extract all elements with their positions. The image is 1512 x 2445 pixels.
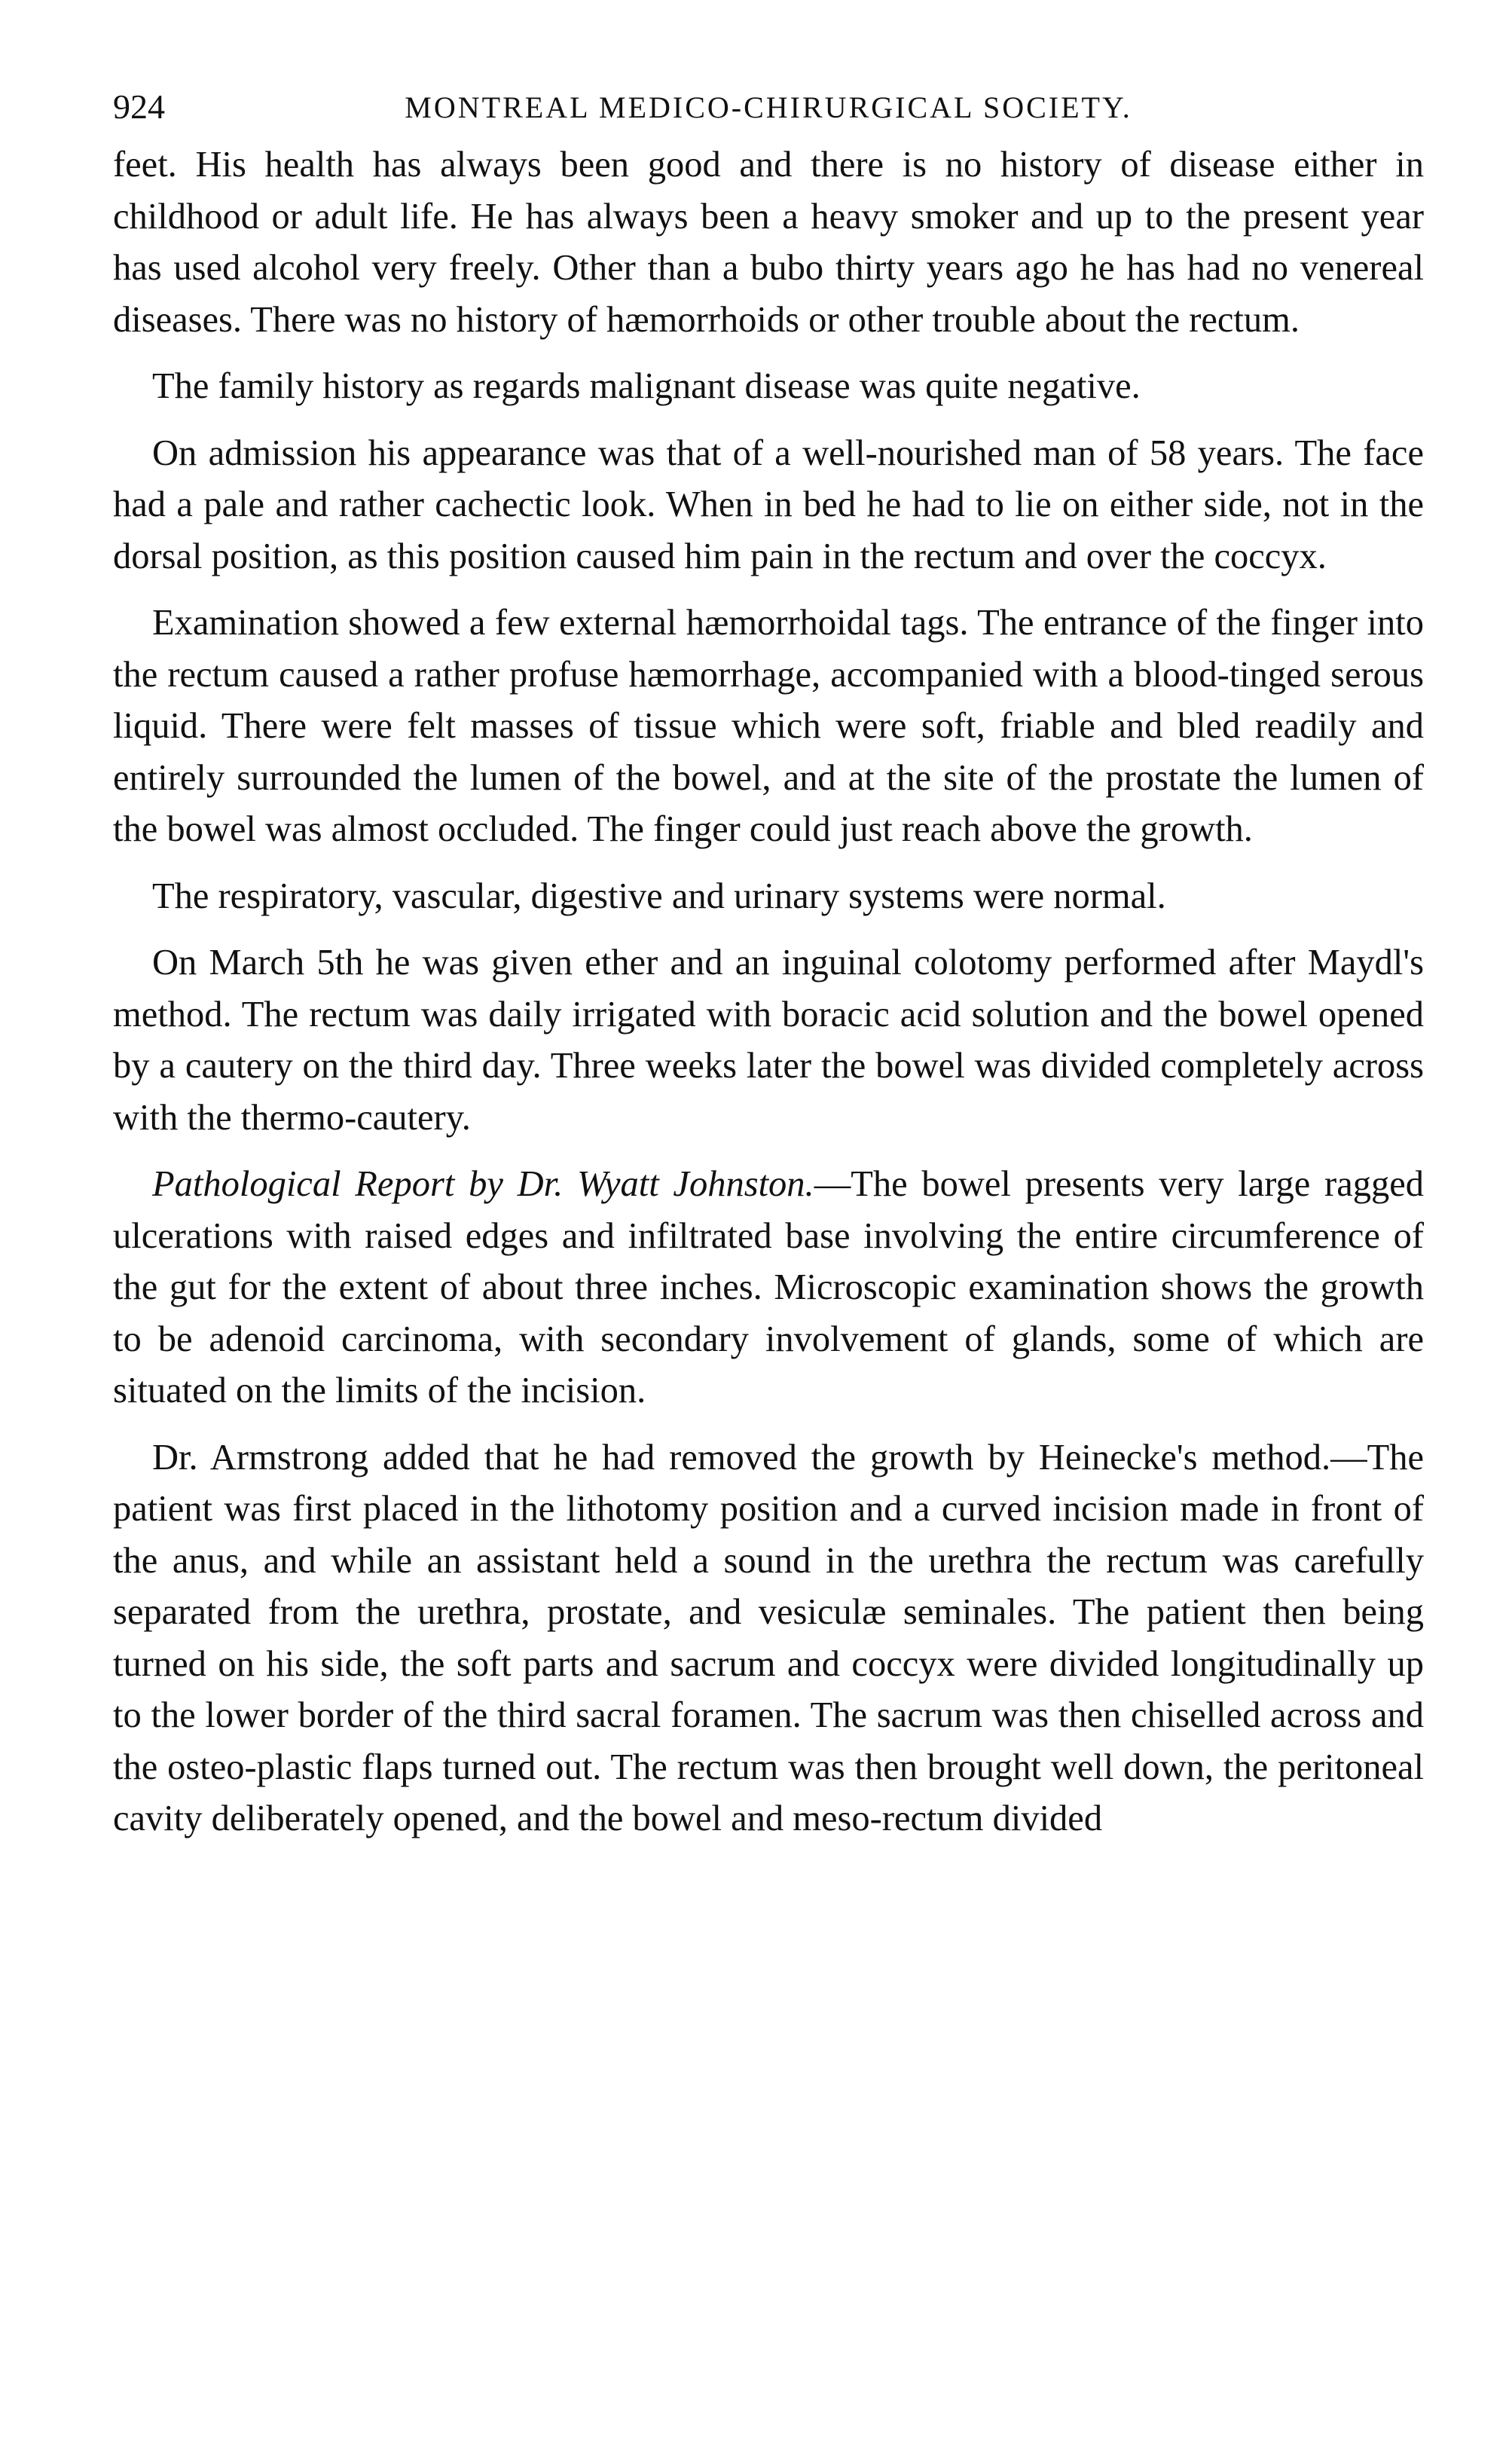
book-page xyxy=(113,87,1424,1860)
page-number: 924 xyxy=(113,87,165,126)
paragraph-family-history xyxy=(113,361,1424,413)
running-head xyxy=(113,87,1424,139)
paragraph-text: The family history as regards malignant disease was quite negative. xyxy=(152,366,1141,406)
paragraph-pathological-report xyxy=(113,1159,1424,1417)
paragraph-systems xyxy=(113,871,1424,923)
paragraph-patient-history xyxy=(113,139,1424,346)
paragraph-examination xyxy=(113,597,1424,856)
paragraph-text: On March 5th he was given ether and an inguinal colotomy performed after Maydl's method. The rectum was daily irrigated with boracic acid solution and the bowel opened by a cautery on the third day. Three weeks later the bowel was divided completely across with the thermo-cautery. xyxy=(113,943,1424,1138)
journal-title: MONTREAL MEDICO-CHIRURGICAL SOCIETY. xyxy=(405,90,1132,124)
paragraph-admission xyxy=(113,428,1424,583)
paragraph-text: —The bowel presents very large ragged ulcerations with raised edges and infiltrated base involving the entire circumference of the gut for the extent of about three inches. Microscopic examination shows the growth to be adenoid carcinoma, with secondary involvement of glands, some of which are situated on the limits of the incision. xyxy=(113,1164,1425,1410)
paragraph-text: The respiratory, vascular, digestive and urinary systems were normal. xyxy=(152,876,1166,916)
paragraph-text: feet. His health has always been good and there is no history of disease either in childhood or adult life. He has always been a heavy smoker and up to the present year has used alcohol very freely. Other than a bubo thirty years ago he has had no venereal diseases. There was no history of hæmorrhoids or other trouble about the rectum. xyxy=(113,145,1424,340)
paragraph-armstrong xyxy=(113,1432,1424,1845)
paragraph-text: Examination showed a few external hæmorrhoidal tags. The entrance of the finger into the rectum caused a rather profuse hæmorrhage, accompanied with a blood-tinged serous liquid. There were felt masses of tissue which were soft, friable and bled readily and entirely surrounded the lumen of the bowel, and at the site of the prostate the lumen of the bowel was almost occluded. The finger could just reach above the growth. xyxy=(113,603,1424,849)
paragraph-colotomy xyxy=(113,937,1424,1144)
paragraph-italic-lead: Pathological Report by Dr. Wyatt Johnston. xyxy=(152,1164,814,1204)
paragraph-text: Dr. Armstrong added that he had removed the growth by Heinecke's method.—The patient was first placed in the lithotomy position and a curved incision made in front of the anus, and while an assistant held a sound in the urethra the rectum was carefully separated from the urethra, prostate, and vesiculæ seminales. The patient then being turned on his side, the soft parts and sacrum and coccyx were divided longitudinally up to the lower border of the third sacral foramen. The sacrum was then chiselled across and the osteo-plastic flaps turned out. The rectum was then brought well down, the peritoneal cavity deliberately opened, and the bowel and meso-rectum divided xyxy=(113,1437,1424,1838)
body-text xyxy=(113,139,1424,1845)
paragraph-text: On admission his appearance was that of a well-nourished man of 58 years. The face had a pale and rather cachectic look. When in bed he had to lie on either side, not in the dorsal position, as this position caused him pain in the rectum and over the coccyx. xyxy=(113,432,1424,576)
